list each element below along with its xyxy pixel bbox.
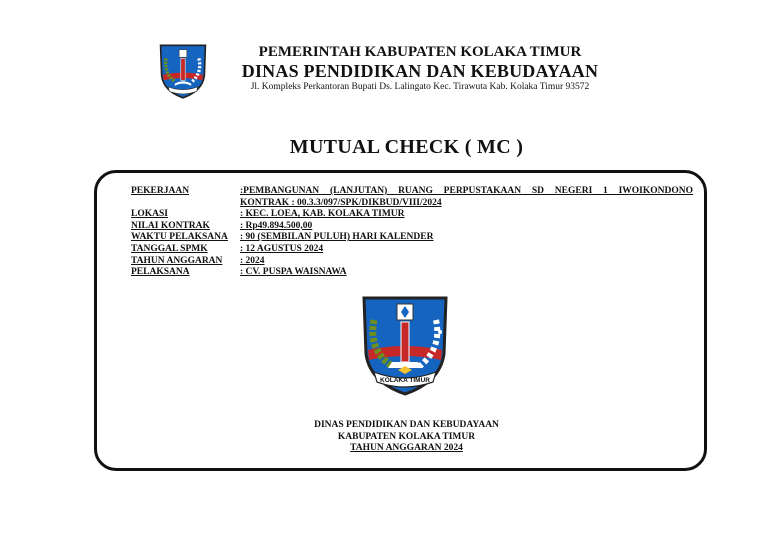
detail-value: : Rp49.894.500,00 bbox=[240, 220, 313, 231]
detail-value: KONTRAK : 00.3.3/097/SPK/DIKBUD/VIII/2024 bbox=[240, 197, 442, 208]
emblem-ribbon-text: KOLAKA TIMUR bbox=[380, 377, 430, 384]
letterhead bbox=[0, 38, 768, 108]
government-name: PEMERINTAH KABUPATEN KOLAKA TIMUR bbox=[258, 44, 582, 60]
document-title: MUTUAL CHECK ( MC ) bbox=[289, 136, 524, 158]
detail-row-tahun-anggaran bbox=[131, 256, 693, 268]
footer-regency: KABUPATEN KOLAKA TIMUR bbox=[337, 431, 476, 442]
detail-label: PEKERJAAN bbox=[131, 186, 190, 196]
footer-fiscal-year: TAHUN ANGGARAN 2024 bbox=[350, 443, 463, 453]
footer-block bbox=[0, 420, 768, 455]
detail-label: PELAKSANA bbox=[131, 267, 190, 278]
detail-value: : 2024 bbox=[240, 255, 265, 266]
detail-row-kontrak bbox=[131, 198, 693, 210]
detail-value: : KEC. LOEA, KAB. KOLAKA TIMUR bbox=[240, 209, 405, 220]
department-address: Jl. Kompleks Perkantoran Bupati Ds. Lalingato Kec. Tirawuta Kab. Kolaka Timur 93572 bbox=[250, 82, 590, 92]
detail-row-pelaksana bbox=[131, 267, 693, 279]
detail-label: TAHUN ANGGARAN bbox=[131, 255, 223, 266]
detail-value: : CV. PUSPA WAISNAWA bbox=[240, 267, 347, 278]
detail-row-nilai-kontrak bbox=[131, 221, 693, 233]
kolaka-timur-emblem-icon bbox=[360, 292, 450, 398]
detail-value: : 12 AGUSTUS 2024 bbox=[240, 243, 324, 254]
detail-value: :PEMBANGUNAN (LANJUTAN) RUANG PERPUSTAKAAN SD NEGERI 1 IWOIKONDONO bbox=[240, 186, 693, 196]
detail-value: : 90 (SEMBILAN PULUH) HARI KALENDER bbox=[240, 232, 434, 243]
detail-label: TANGGAL SPMK bbox=[131, 243, 208, 254]
detail-row-tanggal-spmk bbox=[131, 244, 693, 256]
letterhead-text bbox=[210, 44, 630, 94]
department-name: DINAS PENDIDIKAN DAN KEBUDAYAAN bbox=[241, 61, 599, 81]
project-details bbox=[131, 186, 693, 279]
detail-row-waktu-pelaksana bbox=[131, 232, 693, 244]
footer-department: DINAS PENDIDIKAN DAN KEBUDAYAAN bbox=[314, 420, 499, 430]
detail-row-pekerjaan bbox=[131, 186, 693, 198]
kolaka-timur-emblem-icon bbox=[158, 42, 208, 100]
detail-row-lokasi bbox=[131, 209, 693, 221]
detail-label: WAKTU PELAKSANA bbox=[131, 232, 228, 243]
detail-label: NILAI KONTRAK bbox=[131, 220, 210, 231]
detail-label: LOKASI bbox=[131, 209, 168, 220]
